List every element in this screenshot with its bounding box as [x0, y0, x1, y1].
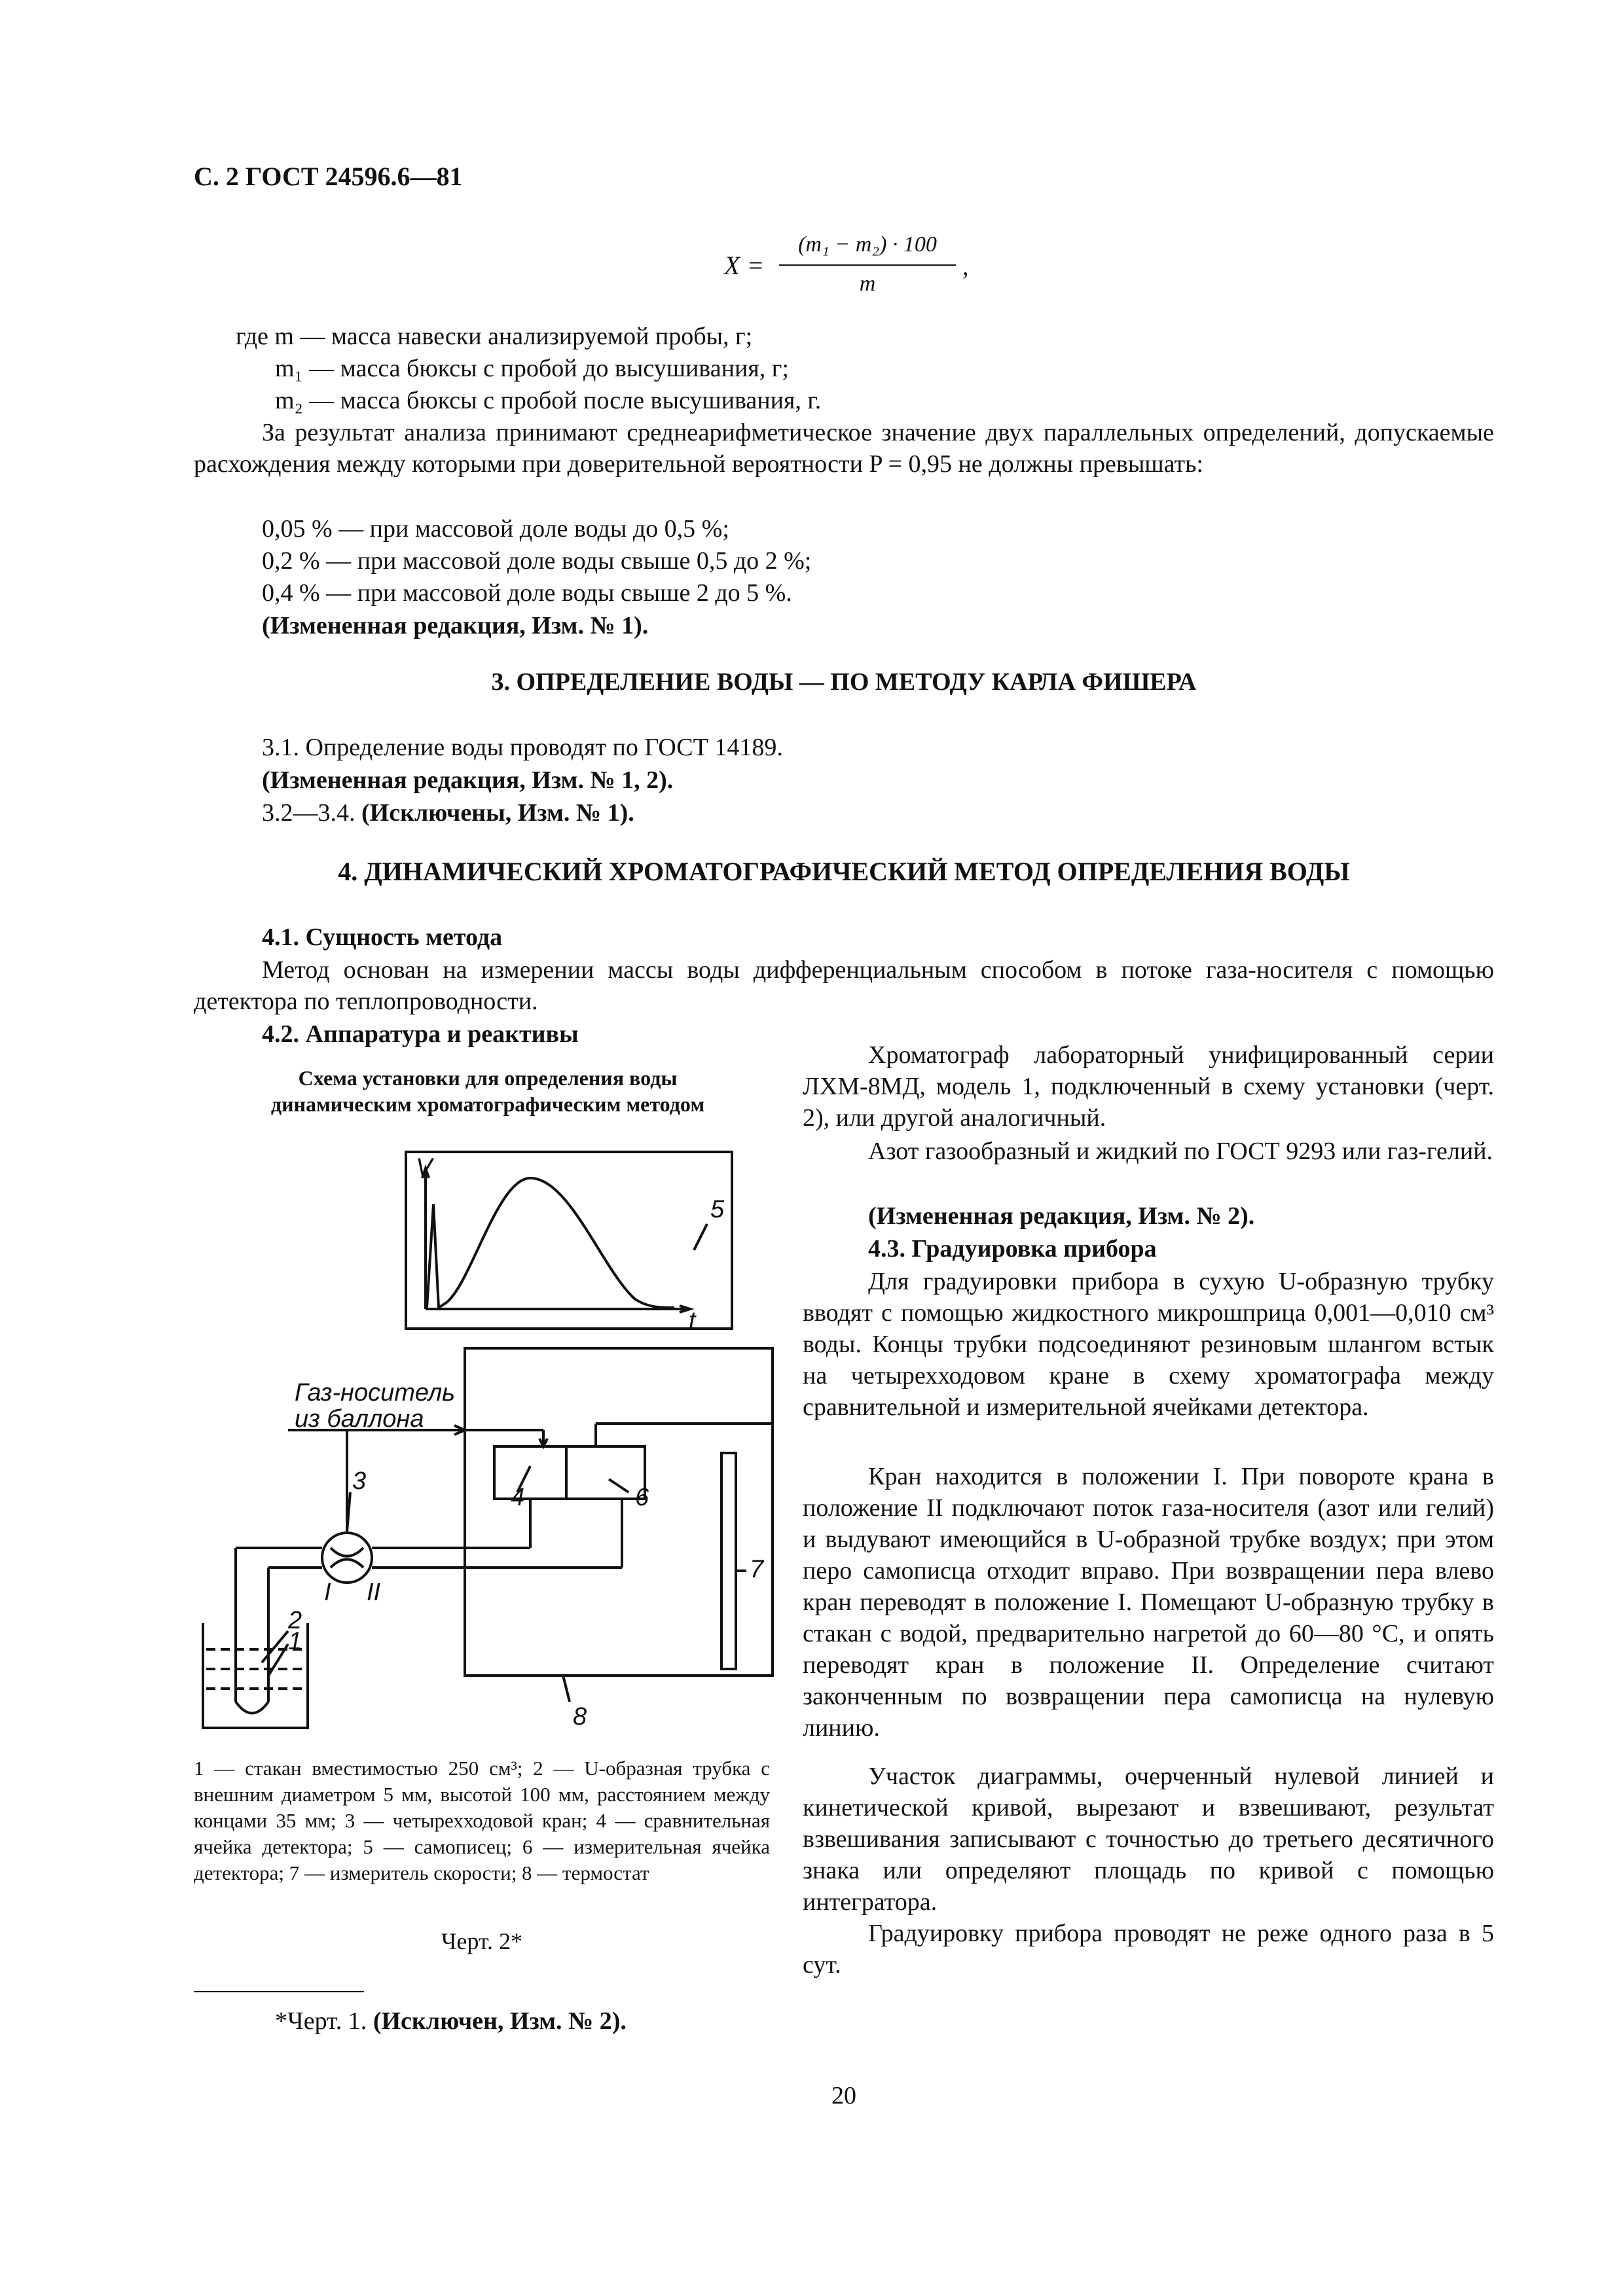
para-nitrogen: Азот газообразный и жидкий по ГОСТ 9293 или газ-гелий. [868, 1138, 1493, 1165]
figure-number: Черт. 2* [441, 1928, 522, 1954]
legend-var-m2: m₂ — масса бюксы с пробой после высушивания, г. [275, 387, 822, 414]
label-v: V [416, 1154, 433, 1181]
para-3-1: 3.1. Определение воды проводят по ГОСТ 14189. [262, 734, 783, 761]
label-num-7: 7 [750, 1556, 764, 1583]
leader-2 [262, 1631, 288, 1662]
leader-8 [563, 1676, 570, 1702]
tolerance-item: 0,2 % — при массовой доле воды свыше 0,5 до 2 %; [262, 547, 812, 575]
para-4-3-c: Участок диаграммы, очерченный нулевой линией и кинетической кривой, вырезают и взвешивают, результат взвешивания записывают с точностью до третьего десятичного знака или определяют площадь по кривой с помощью интегратора. [803, 1763, 1494, 1916]
label-roman-2: II [367, 1579, 381, 1606]
label-num-4: 4 [511, 1484, 525, 1511]
label-num-2: 2 [288, 1607, 302, 1634]
heading-4-3: 4.3. Градуировка прибора [868, 1235, 1157, 1263]
four-way-valve [322, 1533, 372, 1583]
formula-denominator: m [859, 272, 876, 296]
footnote-prefix: *Черт. 1. [275, 2007, 367, 2035]
para-3-2-number: 3.2—3.4. [262, 799, 356, 827]
valve-channel-top [331, 1548, 363, 1556]
figure-legend: 1 — стакан вместимостью 250 см³; 2 — U-образная трубка с внешним диаметром 5 мм, высотой 100 мм, расстоянием между концами 35 мм; 3 — четырехходовой кран; 4 — сравнительная ячейка детектора; 5 — самописец; 6 — измерительная ячейка детектора; 7 — измеритель скорости; 8 — термостат [194, 1757, 770, 1884]
formula-lhs: X = [724, 251, 765, 280]
label-gas-1: Газ-носитель [295, 1379, 456, 1407]
installation-diagram [190, 1139, 779, 1741]
chromatogram-curve [427, 1178, 674, 1308]
label-roman-1: I [324, 1579, 331, 1606]
label-num-5: 5 [710, 1196, 725, 1223]
u-tube-bottom [236, 1702, 268, 1713]
footnote-rule [194, 1991, 364, 1992]
heading-4-1: 4.1. Сущность метода [262, 924, 503, 951]
leader-6 [609, 1479, 629, 1492]
page-number: 20 [831, 2082, 856, 2109]
figure-caption-line-2: динамическим хроматографическим методом [270, 1092, 705, 1116]
amendment-note: (Измененная редакция, Изм. № 1, 2). [262, 766, 674, 794]
para-3-2 [262, 797, 634, 829]
label-num-3: 3 [352, 1467, 367, 1495]
para-3-2-text: (Исключены, Изм. № 1). [361, 799, 634, 827]
para-4-3-b: Кран находится в положении I. При повороте крана в положение II подключают поток газа-носителя (азот или гелий) и выдувают имеющийся в U-образной трубке воздух; при этом перо самописца отходит вправо. При возвращении пера влево кран переводят в положение I. Помещают U-образную трубку в стакан с водой, предварительно нагретой до 60—80 °С, и опять переводят кран в положение II. Определение считают законченным по возвращении пера самописца на нулевую линию. [803, 1463, 1494, 1742]
valve-channel-bottom [331, 1560, 363, 1568]
figure-caption-line-1: Схема установки для определения воды [298, 1066, 678, 1090]
comparison-cell [494, 1446, 566, 1499]
footnote-text: (Исключен, Изм. № 2). [373, 2007, 627, 2035]
running-head: С. 2 ГОСТ 24596.6—81 [194, 162, 463, 191]
section-3-title: 3. ОПРЕДЕЛЕНИЕ ВОДЫ — ПО МЕТОДУ КАРЛА ФИШЕРА [491, 668, 1197, 696]
para-4-1: Метод основан на измерении массы воды дифференциальным способом в потоке газа-носителя с помощью детектора по теплопроводности. [194, 956, 1494, 1015]
para-result: За результат анализа принимают среднеарифметическое значение двух параллельных определений, допускаемые расхождения между которыми при доверительной вероятности P = 0,95 не должны превышать: [194, 419, 1494, 478]
para-chromatograph: Хроматограф лабораторный унифицированный серии ЛХМ-8МД, модель 1, подключенный в схему установки (черт. 2), или другой аналогичный. [803, 1041, 1494, 1132]
speed-meter [721, 1453, 736, 1669]
label-num-8: 8 [573, 1703, 587, 1731]
recorder-box [406, 1152, 732, 1329]
section-4-title: 4. ДИНАМИЧЕСКИЙ ХРОМАТОГРАФИЧЕСКИЙ МЕТОД ОПРЕДЕЛЕНИЯ ВОДЫ [338, 857, 1350, 886]
label-t: t [689, 1307, 696, 1335]
formula-trail: , [962, 253, 969, 281]
label-num-1: 1 [288, 1628, 302, 1655]
amendment-note: (Измененная редакция, Изм. № 2). [868, 1202, 1255, 1230]
measuring-cell [566, 1446, 645, 1499]
thermostat-box [465, 1348, 773, 1676]
tolerance-item: 0,4 % — при массовой доле воды свыше 2 до 5 %. [262, 579, 792, 607]
tolerance-item: 0,05 % — при массовой доле воды до 0,5 %; [262, 515, 729, 543]
label-gas-2: из баллона [295, 1405, 424, 1433]
leader-5 [694, 1224, 707, 1250]
legend-var-m1: m₁ — масса бюксы с пробой до высушивания, г; [275, 355, 789, 382]
heading-4-2: 4.2. Аппаратура и реактивы [262, 1020, 579, 1048]
label-num-6: 6 [635, 1484, 649, 1511]
para-4-3-d: Градуировку прибора проводят не реже одного раза в 5 сут. [803, 1920, 1494, 1979]
formula-numerator: (m₁ − m₂) · 100 [798, 232, 937, 257]
amendment-note: (Измененная редакция, Изм. № 1). [262, 612, 649, 639]
para-4-3-a: Для градуировки прибора в сухую U-образную трубку вводят с помощью жидкостного микрошприца 0,001—0,010 см³ воды. Концы трубки подсоединяют резиновым шлангом встык на четырехходовом кране в схему хроматографа между сравнительной и измерительной ячейками детектора. [803, 1268, 1494, 1421]
formula-fraction-line [779, 264, 956, 266]
footnote [275, 2005, 627, 2037]
legend-var-m: где m — масса навески анализируемой пробы, г; [236, 323, 753, 350]
